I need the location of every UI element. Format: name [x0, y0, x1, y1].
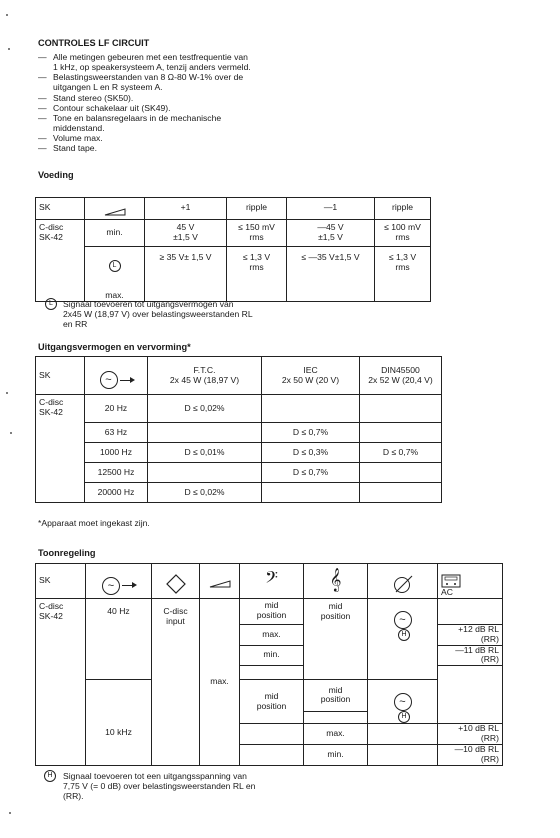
- tone-control-icon: [368, 564, 438, 599]
- max-value: ≤ 1,3 V rms: [227, 246, 287, 302]
- min-label: min.: [85, 219, 145, 246]
- controles-item-text: Stand stereo (SK50).: [53, 92, 134, 103]
- freq: 63 Hz: [85, 423, 148, 443]
- result: +12 dB RL (RR): [438, 624, 503, 645]
- input-label: C-disc input: [152, 598, 200, 765]
- treble-max: max.: [304, 724, 368, 745]
- controles-item: [38, 133, 358, 143]
- header-min1: —1: [287, 198, 375, 220]
- arrow-icon: [120, 380, 133, 381]
- freq: 20000 Hz: [85, 483, 148, 503]
- col-din: DIN45500 2x 52 W (20,4 V): [360, 357, 442, 395]
- generator-icon: ~: [100, 371, 118, 389]
- generator-icon: ~: [394, 611, 412, 629]
- row-label: C-disc SK-42: [36, 219, 85, 246]
- h-symbol-icon: H: [398, 629, 410, 641]
- dash-marker: —: [38, 52, 47, 62]
- frequency-generator-cell: [85, 357, 148, 395]
- controles-item-text: Stand tape.: [53, 143, 97, 154]
- row-label: C-disc SK-42: [36, 598, 86, 765]
- min-value: 45 V ±1,5 V: [145, 219, 227, 246]
- bass-max: max.: [240, 624, 304, 645]
- dash-marker: —: [38, 72, 47, 83]
- voeding-footnote: Signaal toevoeren tot uitgangsvermogen van 2x45 W (18,97 V) over belastingsweerstanden RL en RR: [63, 299, 253, 330]
- iec-value: [262, 483, 360, 503]
- voeding-table: [35, 197, 431, 302]
- din-value: [360, 423, 442, 443]
- controles-item-text: Tone en balansregelaars in de mechanische middenstand.: [53, 112, 222, 133]
- din-value: [360, 463, 442, 483]
- din-value: [360, 483, 442, 503]
- result: —10 dB RL (RR): [438, 744, 503, 765]
- header-sk: SK: [36, 564, 86, 599]
- h-symbol-icon: H: [398, 711, 410, 723]
- toon-heading: Toonregeling: [38, 548, 96, 558]
- controles-item-text: Alle metingen gebeuren met een testfrequentie van 1 kHz, op speakersysteem A, tenzij anders vermeld.: [53, 52, 251, 73]
- dash-marker: —: [38, 112, 47, 123]
- arrow-icon: [122, 585, 135, 586]
- row-label: C-disc SK-42: [36, 395, 85, 503]
- voeding-heading: Voeding: [38, 170, 74, 180]
- treble-mid: mid position: [304, 680, 368, 711]
- controles-heading: CONTROLES LF CIRCUIT: [38, 38, 150, 48]
- result: +10 dB RL (RR): [438, 724, 503, 745]
- l-symbol-icon: L: [45, 298, 57, 310]
- scan-speck: [8, 48, 10, 50]
- freq: 12500 Hz: [85, 463, 148, 483]
- input-symbol-cell: [152, 564, 200, 599]
- controles-item-text: Contour schakelaar uit (SK49).: [53, 102, 171, 113]
- controles-item: [38, 113, 358, 133]
- freq: 20 Hz: [85, 395, 148, 423]
- l-symbol-icon: L: [109, 260, 121, 272]
- ac-label: AC: [441, 586, 453, 597]
- scan-speck: [9, 812, 11, 814]
- din-value: [360, 395, 442, 423]
- dash-marker: —: [38, 102, 47, 113]
- volume-symbol-icon: [200, 564, 240, 599]
- freq: 10 kHz: [86, 680, 152, 765]
- din-value: D ≤ 0,7%: [360, 443, 442, 463]
- min-value: —45 V ±1,5 V: [287, 219, 375, 246]
- controles-item: [38, 93, 358, 103]
- scan-speck: [6, 392, 8, 394]
- header-ripple: ripple: [375, 198, 431, 220]
- ftc-value: [148, 423, 262, 443]
- header-ripple: ripple: [227, 198, 287, 220]
- generator-icon: ~: [102, 577, 120, 595]
- controles-item: [38, 103, 358, 113]
- ftc-value: [148, 463, 262, 483]
- col-iec: IEC 2x 50 W (20 V): [262, 357, 360, 395]
- iec-value: D ≤ 0,7%: [262, 423, 360, 443]
- max-label: max.: [105, 290, 124, 301]
- bass-min: min.: [240, 645, 304, 666]
- controles-item-text: Volume max.: [53, 133, 103, 144]
- scan-speck: [6, 14, 8, 16]
- controles-list: [38, 52, 358, 153]
- dash-marker: —: [38, 133, 47, 144]
- bass-mid: mid position: [240, 598, 304, 624]
- treble-clef-icon: 𝄞: [304, 564, 368, 599]
- ac-meter-cell: [438, 564, 503, 599]
- freq: 1000 Hz: [85, 443, 148, 463]
- volume-max: max.: [200, 598, 240, 765]
- col-ftc: F.T.C. 2x 45 W (18,97 V): [148, 357, 262, 395]
- header-sk: SK: [36, 357, 85, 395]
- result: —11 dB RL (RR): [438, 645, 503, 666]
- toon-footnote: Signaal toevoeren tot een uitgangsspanning van 7,75 V (= 0 dB) over belastingsweerstanden RL en (RR).: [63, 771, 256, 802]
- ftc-value: D ≤ 0,02%: [148, 395, 262, 423]
- header-plus1: +1: [145, 198, 227, 220]
- toon-table: [35, 563, 503, 766]
- h-symbol-icon: H: [44, 770, 56, 782]
- max-value: ≤ 1,3 V rms: [375, 246, 431, 302]
- controles-item: [38, 72, 358, 92]
- uitgang-table: [35, 356, 442, 503]
- volume-symbol-icon: [85, 198, 145, 220]
- frequency-generator-cell: [86, 564, 152, 599]
- max-cell: [85, 246, 145, 302]
- iec-value: [262, 395, 360, 423]
- header-sk: SK: [36, 198, 85, 220]
- controles-item: [38, 52, 358, 72]
- max-value: ≤ —35 V±1,5 V: [287, 246, 375, 302]
- ftc-value: D ≤ 0,02%: [148, 483, 262, 503]
- bass-clef-icon: 𝄢: [240, 564, 304, 599]
- generator-icon: ~: [394, 693, 412, 711]
- freq: 40 Hz: [86, 598, 152, 680]
- max-value: ≥ 35 V± 1,5 V: [145, 246, 227, 302]
- uitgang-heading: Uitgangsvermogen en vervorming*: [38, 342, 191, 352]
- iec-value: D ≤ 0,3%: [262, 443, 360, 463]
- tone-control-cell: [368, 598, 438, 680]
- controles-item: [38, 143, 358, 153]
- ftc-value: D ≤ 0,01%: [148, 443, 262, 463]
- bass-mid: mid position: [240, 680, 304, 724]
- treble-mid: mid position: [304, 598, 368, 680]
- scan-speck: [10, 432, 12, 434]
- controles-item-text: Belastingsweerstanden van 8 Ω-80 W-1% over de uitgangen L en R systeem A.: [53, 72, 244, 93]
- dash-marker: —: [38, 143, 47, 154]
- meter-icon: [441, 574, 461, 588]
- dash-marker: —: [38, 92, 47, 103]
- uitgang-footnote: *Apparaat moet ingekast zijn.: [38, 518, 150, 528]
- iec-value: D ≤ 0,7%: [262, 463, 360, 483]
- tone-control-cell: [368, 680, 438, 724]
- treble-min: min.: [304, 744, 368, 765]
- diamond-icon: [166, 574, 186, 594]
- min-value: ≤ 150 mV rms: [227, 219, 287, 246]
- min-value: ≤ 100 mV rms: [375, 219, 431, 246]
